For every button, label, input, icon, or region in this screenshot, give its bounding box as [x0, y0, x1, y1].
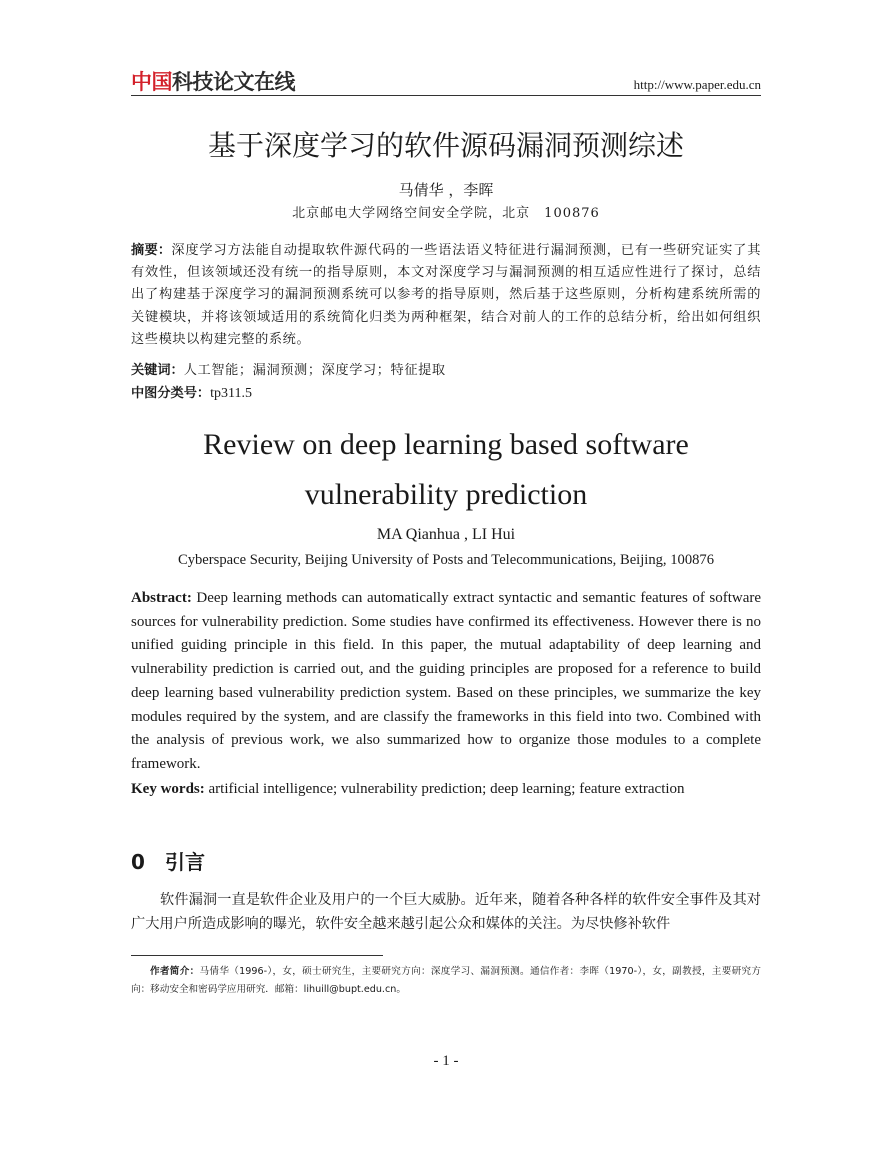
abstract-cn-label: 摘要：	[131, 243, 172, 258]
authors-en: MA Qianhua , LI Hui	[376, 526, 516, 543]
title-en-line1: Review on deep learning based software	[203, 428, 689, 461]
paper-title-en	[131, 420, 761, 520]
site-logo[interactable]	[131, 68, 295, 96]
abstract-en	[131, 587, 761, 777]
abstract-cn-text: 深度学习方法能自动提取软件源代码的一些语法语义特征进行漏洞预测，已有一些研究证实了其有效性，但该领域还没有统一的指导原则，本文对深度学习与漏洞预测的相互适应性进行了探讨，总结出了构建基于深度学习的漏洞预测系统可以参考的指导原则，然后基于这些原则，分析构建系统所需的关键模块，并将该领域适用的系统简化归类为两种框架，结合对前人的工作的总结分析，给出如何组织这些模块以构建完整的系统。	[131, 243, 761, 347]
logo-red-text: 中国	[131, 70, 172, 94]
abstract-en-text: Deep learning methods can automatically extract syntactic and semantic features of software sources for vulnerability prediction. Some studies have confirmed its effectiveness. However there is no unified guiding principle in this field. In this paper, the mutual adaptability of deep learning and vulnerability prediction is carried out, and the guiding principles are proposed for a reference to build deep learning based vulnerability prediction system. Based on these principles, we summarize the key modules required by the system, and are classify the frameworks in this field into two. Combined with the analysis of previous work, we also summarized how to organize those modules to a complete framework.	[131, 590, 762, 772]
classification-cn	[131, 383, 761, 405]
affiliation-cn: 北京邮电大学网络空间安全学院，北京 100876	[292, 206, 600, 221]
keywords-en-label: Key words:	[131, 781, 205, 797]
abstract-en-label: Abstract:	[131, 590, 192, 606]
keywords-cn	[131, 360, 761, 382]
logo-dark-text: 科技论文在线	[172, 70, 295, 94]
section-number: 0	[131, 850, 145, 874]
paper-title-cn: 基于深度学习的软件源码漏洞预测综述	[207, 129, 684, 162]
classification-label: 中图分类号：	[131, 386, 211, 401]
footnote-label: 作者简介：	[150, 966, 200, 977]
keywords-en	[131, 778, 761, 800]
authors-cn: 马倩华 ，李晖	[398, 181, 494, 199]
title-en-line2: vulnerability prediction	[304, 478, 588, 511]
site-url[interactable]: http://www.paper.edu.cn	[633, 77, 761, 92]
footnote-text: 马倩华（1996-），女，硕士研究生，主要研究方向：深度学习、漏洞预测。通信作者：李晖（1970-），女，副教授，主要研究方向：移动安全和密码学应用研究．邮箱：lihuill@bupt.edu.cn。	[131, 966, 762, 995]
keywords-cn-label: 关键词：	[131, 363, 184, 378]
footnote-divider	[131, 955, 383, 956]
section-body: 软件漏洞一直是软件企业及用户的一个巨大威胁。近年来，随着各种各样的软件安全事件及其对广大用户所造成影响的曝光，软件安全越来越引起公众和媒体的关注。为尽快修补软件	[131, 892, 761, 932]
section-heading	[131, 848, 761, 876]
page-number: - 1 -	[433, 1053, 459, 1069]
header-divider	[131, 95, 761, 96]
section-title: 引言	[165, 850, 205, 874]
keywords-en-text: artificial intelligence; vulnerability prediction; deep learning; feature extraction	[208, 781, 685, 797]
affiliation-en: Cyberspace Security, Beijing University of Posts and Telecommunications, Beijing, 100876	[177, 552, 715, 568]
abstract-cn	[131, 240, 761, 351]
keywords-cn-text: 人工智能；漏洞预测；深度学习；特征提取	[183, 363, 446, 378]
classification-value: tp311.5	[210, 386, 252, 401]
footnote	[131, 963, 761, 999]
